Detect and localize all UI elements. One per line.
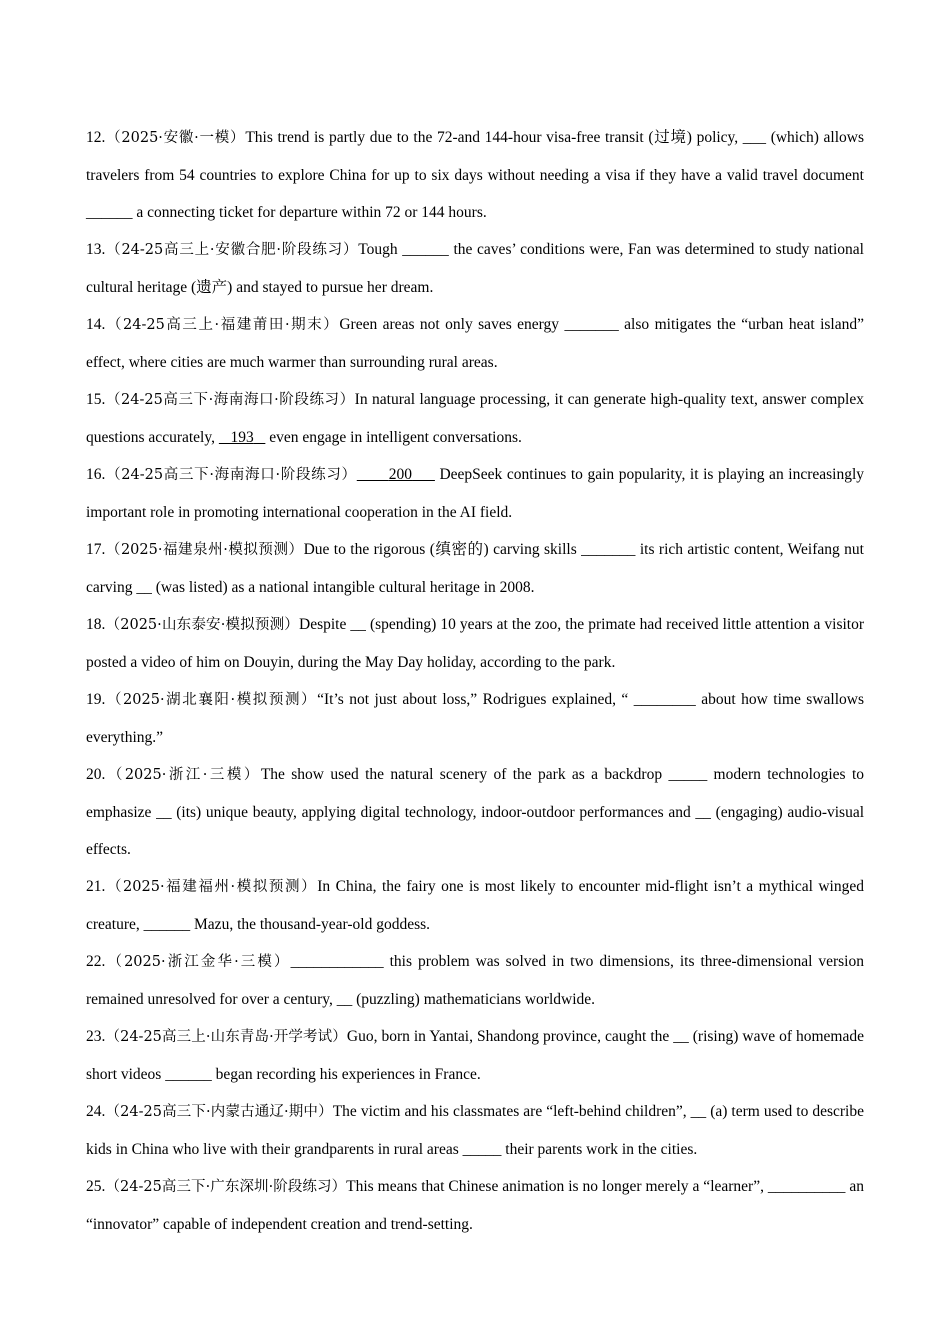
question-text: DeepSeek continues to gain popularity, it is playing an increasingly important role in promoting international cooperation in the AI field. (86, 466, 865, 521)
question-source: （2025·浙江金华·三模） (105, 954, 291, 970)
question-20 (86, 756, 864, 868)
question-number: 24. (86, 1103, 106, 1120)
question-19 (86, 681, 864, 756)
question-number: 13. (86, 241, 106, 258)
question-source: （2025·浙江·三模） (105, 767, 261, 783)
question-23 (86, 1018, 864, 1093)
question-text: ____________ this problem was solved in two dimensions, its three-dimensional version remained unresolved for over a century, __ (puzzling) mathematicians worldwide. (86, 953, 864, 1008)
question-text: Despite __ (spending) 10 years at the zoo, the primate had received little attention a visitor posted a video of him on Douyin, during the May Day holiday, according to the park. (86, 616, 865, 671)
question-number: 16. (86, 466, 106, 483)
question-number: 20. (86, 766, 106, 783)
answer-blank-number: 200 (388, 466, 413, 483)
question-source: （2025·湖北襄阳·模拟预测） (105, 692, 318, 708)
answer-blank-number: 193 (230, 429, 254, 446)
question-list (86, 119, 864, 1243)
question-source: （24-25高三下·内蒙古通辽·期中） (105, 1104, 333, 1120)
question-source: （2025·福建泉州·模拟预测） (105, 542, 304, 558)
question-18 (86, 606, 864, 681)
question-text: This means that Chinese animation is no longer merely a “learner”, __________ an “innovator” capable of independent creation and trend-setting. (86, 1178, 864, 1233)
question-text: Due to the rigorous (缜密的) carving skills _______ its rich artistic content, Weifang nut carving __ (was listed) as a national intangible cultural heritage in 2008. (86, 541, 864, 596)
question-number: 22. (86, 953, 106, 970)
question-15 (86, 381, 864, 456)
question-14 (86, 306, 864, 381)
question-21 (86, 868, 864, 943)
question-source: （2025·福建福州·模拟预测） (105, 879, 318, 895)
question-number: 15. (86, 391, 106, 408)
question-number: 21. (86, 878, 106, 895)
question-source: （24-25高三下·海南海口·阶段练习） (105, 467, 357, 483)
question-number: 18. (86, 616, 106, 633)
question-17 (86, 531, 864, 606)
question-25 (86, 1168, 864, 1243)
question-13 (86, 231, 864, 306)
answer-blank (219, 429, 266, 446)
question-number: 17. (86, 541, 106, 558)
question-text: This trend is partly due to the 72-and 144-hour visa-free transit (过境) policy, ___ (which) allows travelers from 54 countries to explore China for up to six days without needing a visa if they have a valid travel document ______ a connecting ticket for departure within 72 or 144 hours. (86, 129, 864, 221)
question-22 (86, 943, 864, 1018)
question-source: （24-25高三下·海南海口·阶段练习） (105, 392, 355, 408)
question-text: In China, the fairy one is most likely to encounter mid-flight isn’t a mythical winged creature, ______ Mazu, the thousand-year-old goddess. (86, 878, 864, 933)
answer-blank (357, 466, 435, 483)
question-number: 14. (86, 316, 106, 333)
question-source: （2025·安徽·一模） (105, 130, 246, 146)
question-source: （24-25高三上·山东青岛·开学考试） (105, 1029, 347, 1045)
question-text: even engage in intelligent conversations. (265, 429, 522, 446)
question-text: Guo, born in Yantai, Shandong province, caught the __ (rising) wave of homemade short videos ______ began recording his experiences in France. (86, 1028, 864, 1083)
question-text: The show used the natural scenery of the park as a backdrop _____ modern technologies to emphasize __ (its) unique beauty, applying digital technology, indoor-outdoor performances and __ (engaging) audio-visual effects. (86, 766, 864, 858)
question-text: Green areas not only saves energy _______ also mitigates the “urban heat island” effect, where cities are much warmer than surrounding rural areas. (86, 316, 864, 371)
question-12 (86, 119, 864, 231)
question-number: 23. (86, 1028, 106, 1045)
question-source: （24-25高三上·安徽合肥·阶段练习） (105, 242, 359, 258)
question-source: （24-25高三上·福建莆田·期末） (105, 317, 340, 333)
question-16 (86, 456, 864, 531)
question-text: The victim and his classmates are “left-behind children”, __ (a) term used to describe kids in China who live with their grandparents in rural areas _____ their parents work in the cities. (86, 1103, 864, 1158)
question-text: “It’s not just about loss,” Rodrigues explained, “ ________ about how time swallows everything.” (86, 691, 864, 746)
question-source: （24-25高三下·广东深圳·阶段练习） (105, 1179, 347, 1195)
question-number: 25. (86, 1178, 106, 1195)
question-text: Tough ______ the caves’ conditions were, Fan was determined to study national cultural heritage (遗产) and stayed to pursue her dream. (86, 241, 864, 296)
question-text: In natural language processing, it can generate high-quality text, answer complex questions accurately, (86, 391, 864, 446)
question-number: 19. (86, 691, 106, 708)
question-24 (86, 1093, 864, 1168)
question-source: （2025·山东泰安·模拟预测） (105, 617, 299, 633)
question-number: 12. (86, 129, 106, 146)
